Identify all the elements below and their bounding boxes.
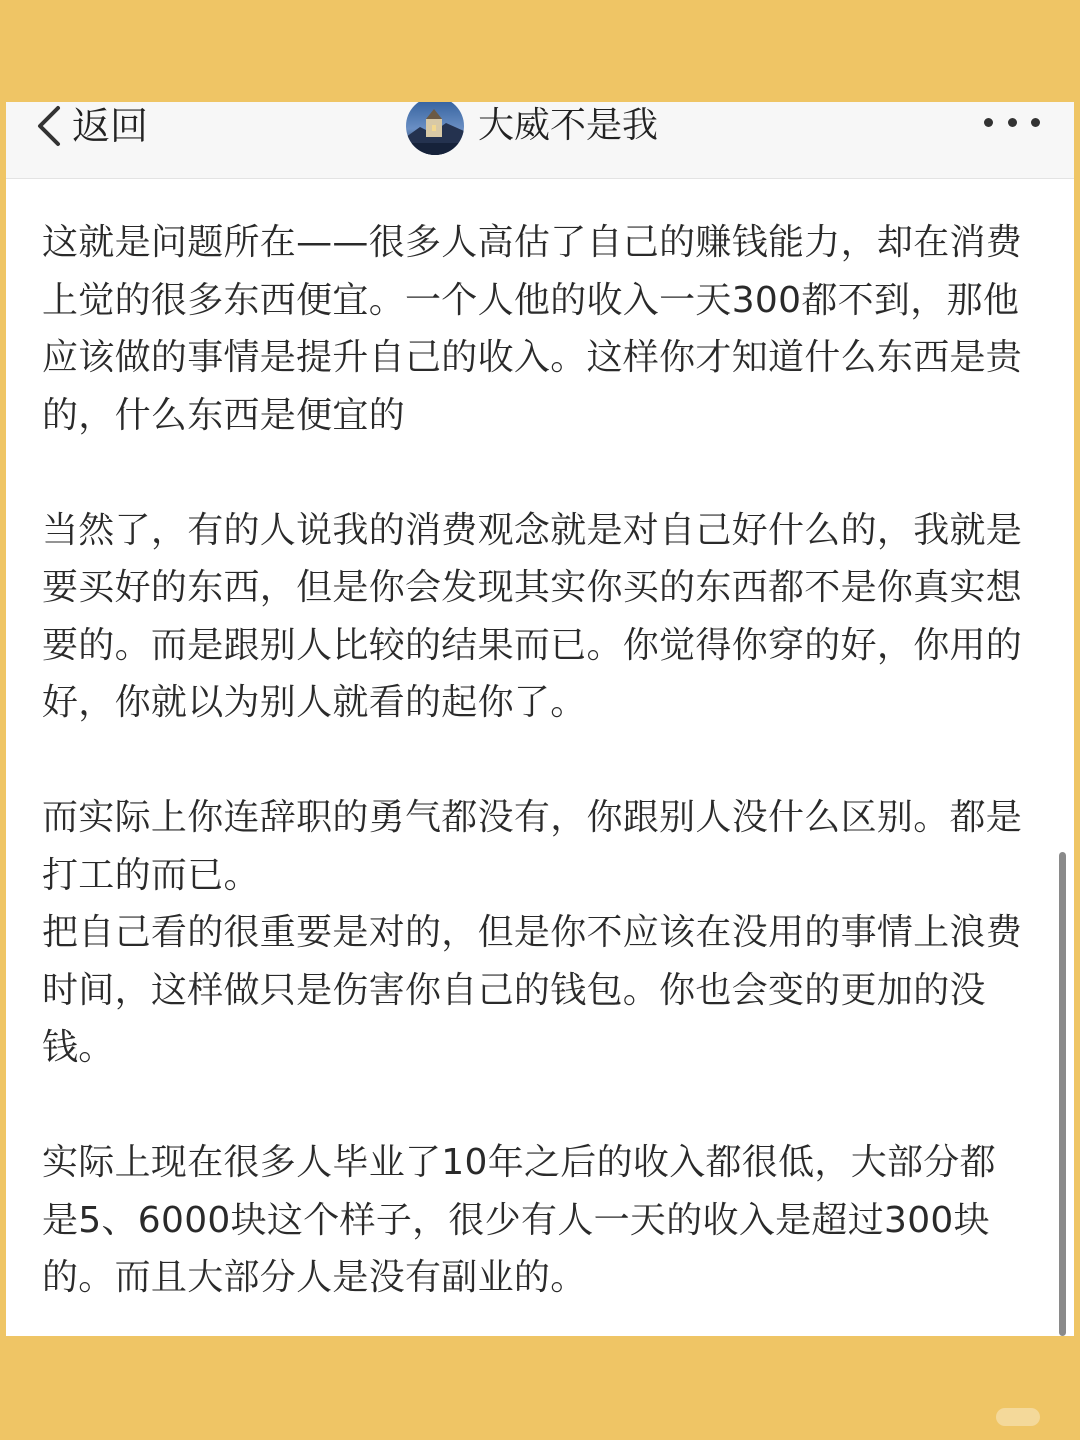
profile-header[interactable]	[406, 102, 658, 154]
paragraph-2: 当然了，有的人说我的消费观念就是对自己好什么的，我就是要买好的东西，但是你会发现其实你买的东西都不是你真实想要的。而是跟别人比较的结果而已。你觉得你穿的好，你用的好，你就以为别人就看的起你了。	[42, 509, 1023, 723]
paragraph-3: 而实际上你连辞职的勇气都没有，你跟别人没什么区别。都是打工的而已。 把自己看的很重要是对的，但是你不应该在没用的事情上浪费时间，这样做只是伤害你自己的钱包。你也会变的更加的没钱。	[42, 797, 1023, 1068]
more-horizontal-icon	[1008, 118, 1017, 127]
paragraph-spacer	[42, 732, 1032, 790]
back-label: 返回	[72, 104, 149, 148]
scrollbar[interactable]	[1059, 852, 1066, 1336]
paragraph-1: 这就是问题所在——很多人高估了自己的赚钱能力，却在消费上觉的很多东西便宜。一个人他的收入一天300都不到，那他应该做的事情是提升自己的收入。这样你才知道什么东西是贵的，什么东西是便宜的	[42, 222, 1023, 436]
back-button[interactable]	[32, 102, 148, 150]
paragraph-spacer	[42, 444, 1032, 502]
paragraph-4: 实际上现在很多人毕业了10年之后的收入都很低，大部分都是5、6000块这个样子，很少有人一天的收入是超过300块的。而且大部分人是没有副业的。	[42, 1142, 996, 1298]
more-horizontal-icon	[1031, 118, 1040, 127]
post-content	[42, 214, 1032, 1307]
chevron-left-icon	[32, 104, 68, 148]
more-horizontal-icon	[984, 118, 993, 127]
more-options-button[interactable]	[984, 110, 1040, 134]
avatar[interactable]	[406, 102, 464, 155]
watermark	[996, 1408, 1040, 1426]
paragraph-spacer	[42, 1077, 1032, 1135]
phone-screen	[6, 102, 1074, 1336]
navigation-bar	[6, 102, 1074, 179]
profile-name: 大威不是我	[478, 105, 659, 146]
